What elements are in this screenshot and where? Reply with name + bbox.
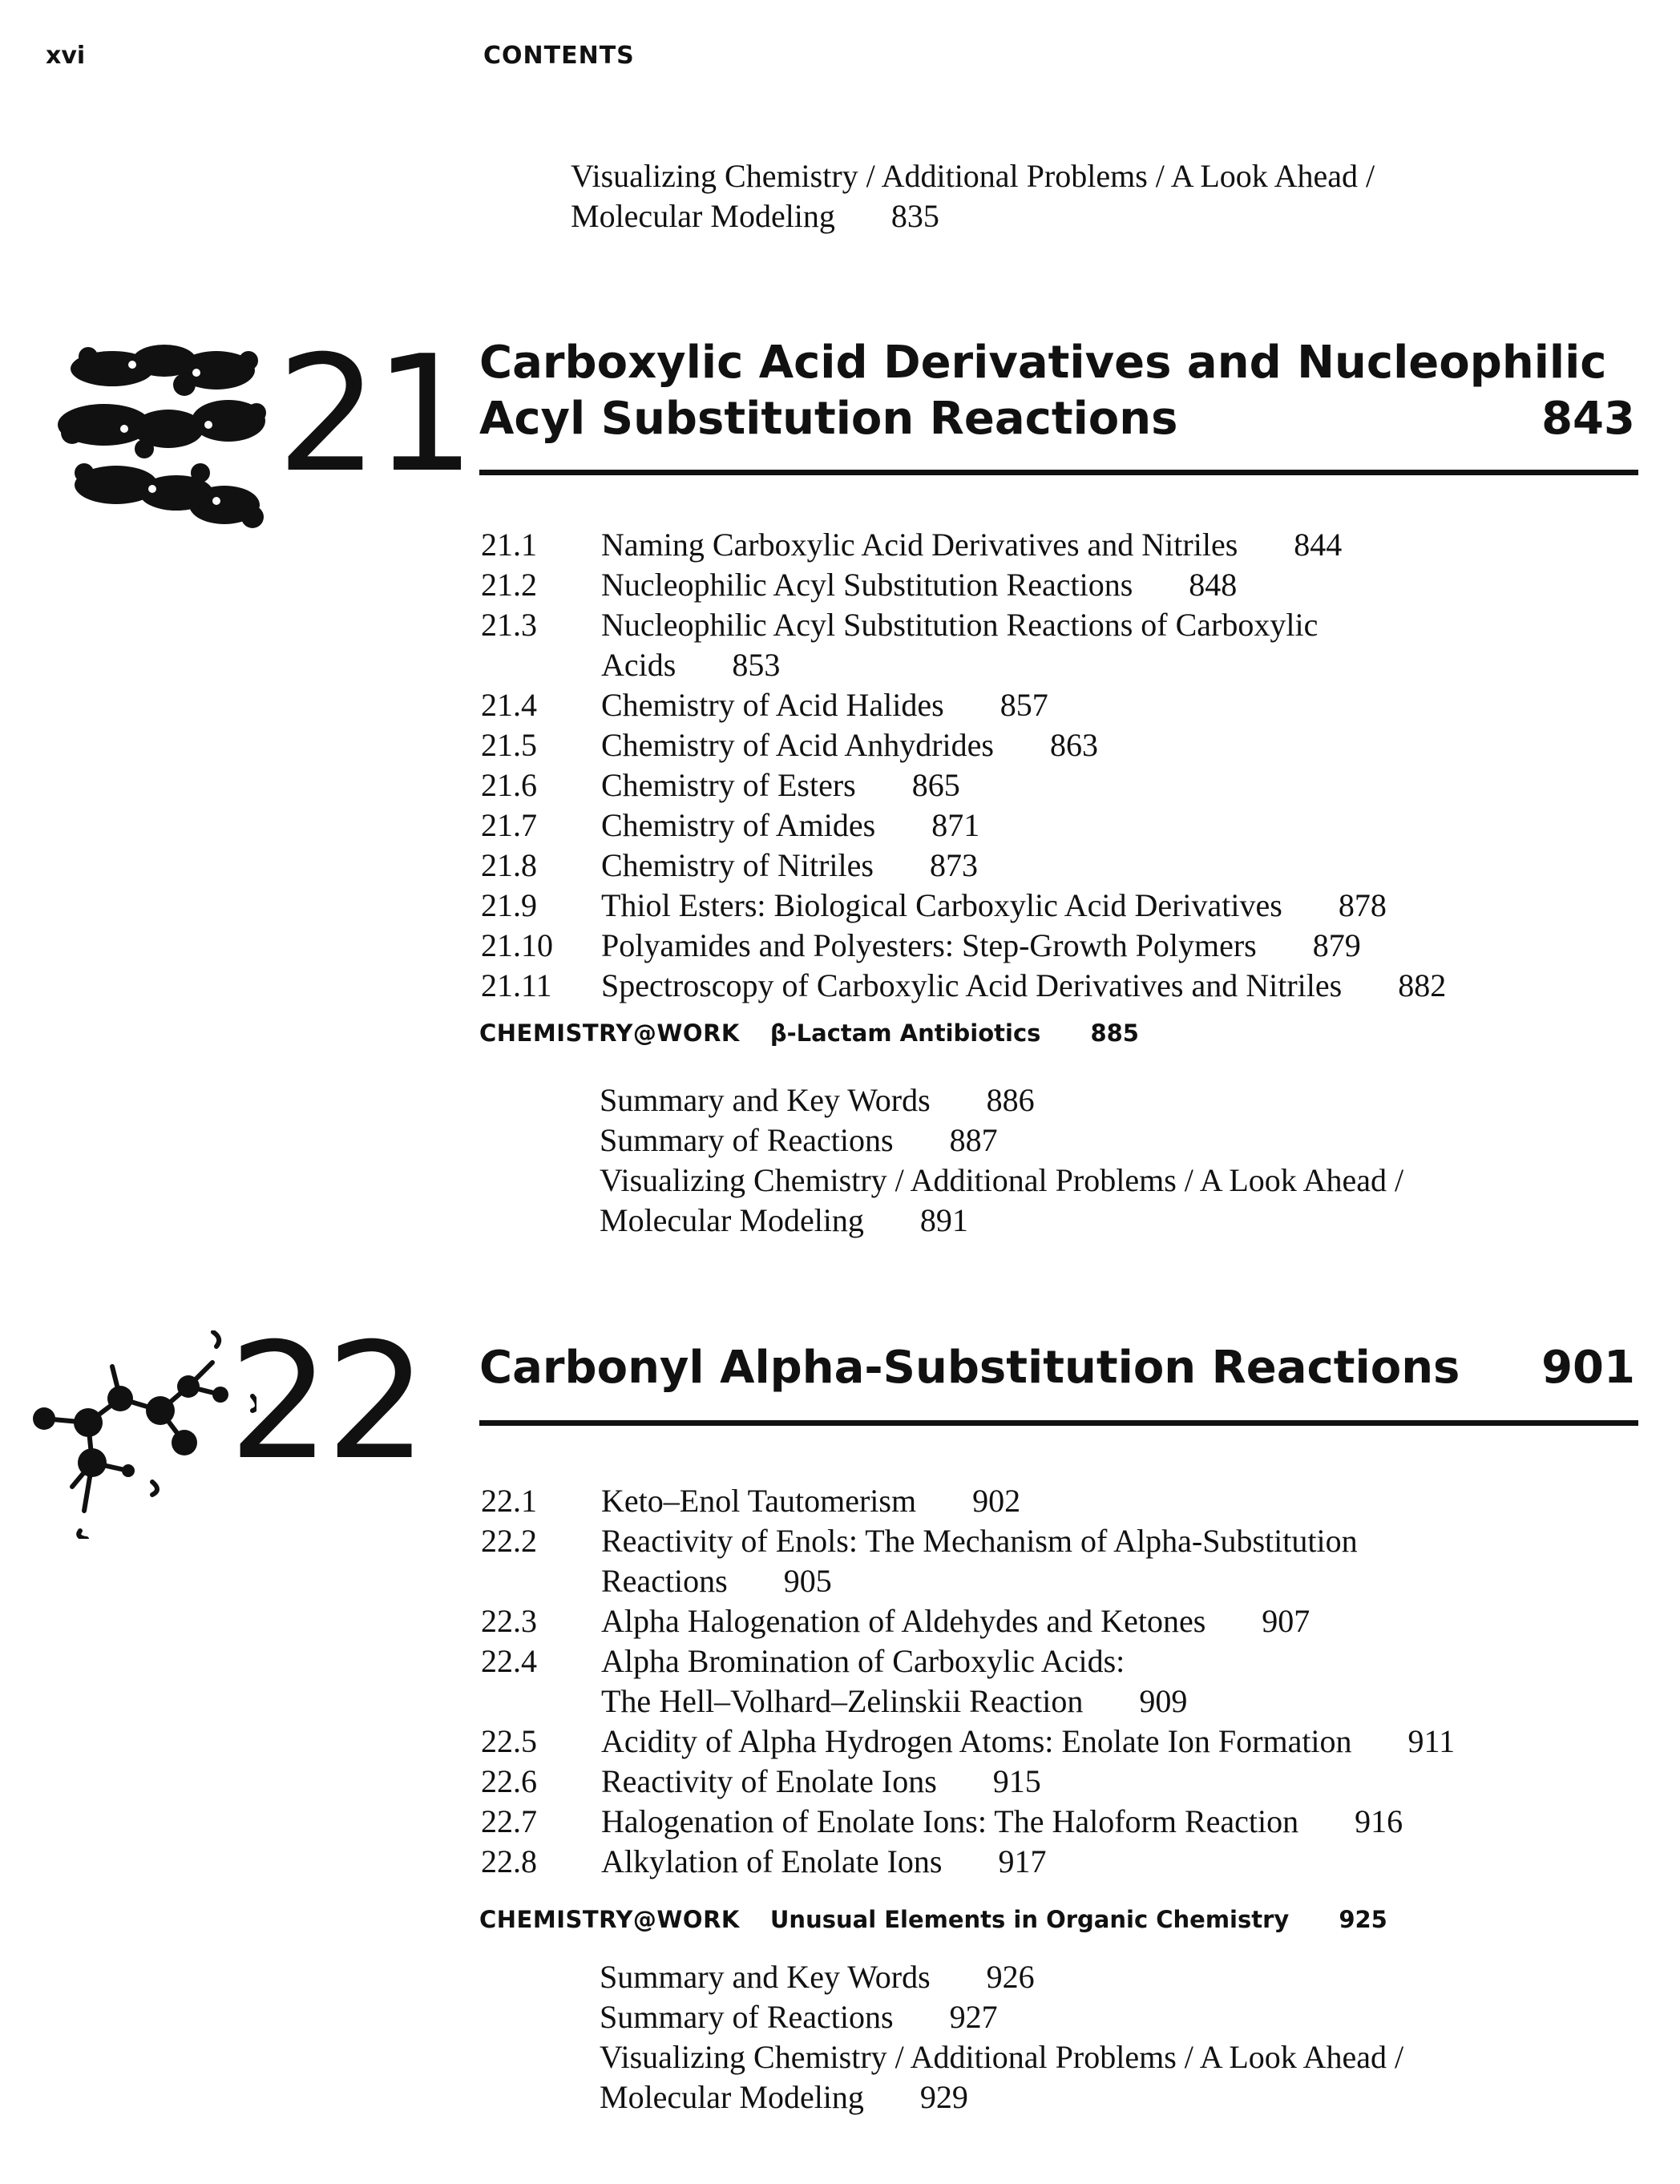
section-title: Reactivity of Enolate Ions [601,1763,937,1799]
section-title: Alpha Halogenation of Aldehydes and Ketones [601,1603,1206,1639]
summary-key-words[interactable] [600,1080,1642,1120]
intro-page: 835 [890,198,939,234]
section-22-8[interactable] [481,1842,1643,1882]
section-title-cont: Acids [601,647,676,683]
section-21-7[interactable] [481,805,1643,846]
section-title: Keto–Enol Tautomerism [601,1483,917,1519]
chapter-22-section-list [481,1481,1643,1882]
section-title: Chemistry of Acid Anhydrides [601,727,994,763]
summary-reactions[interactable] [600,1997,1642,2037]
chapter-21-title-line-1[interactable]: Carboxylic Acid Derivatives and Nucleophilic [479,337,1607,389]
section-21-11[interactable] [481,966,1643,1006]
problems-line-2[interactable] [600,2077,1642,2117]
section-title: Chemistry of Amides [601,807,876,843]
section-page: 873 [929,847,978,883]
section-title: Alpha Bromination of Carboxylic Acids: [601,1643,1125,1679]
section-22-4[interactable] [481,1641,1643,1722]
summary-label: Summary and Key Words [600,1082,931,1118]
section-title: Nucleophilic Acyl Substitution Reactions [601,567,1133,603]
section-title: Acidity of Alpha Hydrogen Atoms: Enolate Ion Formation [601,1723,1352,1759]
problems-page: 891 [919,1202,968,1238]
chapter-21-molecule-icon [56,337,273,545]
section-number: 22.1 [481,1483,537,1519]
section-21-9[interactable] [481,886,1643,926]
section-22-1[interactable] [481,1481,1643,1521]
section-number: 22.7 [481,1803,537,1839]
section-page: 915 [992,1763,1041,1799]
chemistry-at-work-title: Unusual Elements in Organic Chemistry [769,1906,1290,1933]
section-number: 21.9 [481,887,537,923]
problems-label: Visualizing Chemistry / Additional Problems / A Look Ahead / [600,2039,1404,2075]
section-page: 863 [1049,727,1098,763]
modeling-label: Molecular Modeling [600,2079,864,2115]
section-22-2[interactable] [481,1521,1643,1601]
section-21-3[interactable] [481,605,1643,685]
section-title: Reactivity of Enols: The Mechanism of Alpha-Substitution [601,1523,1358,1559]
section-page: 878 [1338,887,1387,923]
chapter-22-rule [479,1420,1638,1426]
section-page: 917 [998,1843,1047,1879]
section-21-1[interactable] [481,525,1643,565]
section-number: 21.8 [481,847,537,883]
section-number: 21.7 [481,807,537,843]
section-21-8[interactable] [481,846,1643,886]
section-page: 907 [1262,1603,1310,1639]
section-title-cont: The Hell–Volhard–Zelinskii Reaction [601,1683,1084,1719]
problems-line-2[interactable] [600,1201,1642,1241]
section-title: Polyamides and Polyesters: Step-Growth Polymers [601,927,1257,963]
section-21-4[interactable] [481,685,1643,725]
problems-line-1[interactable] [600,1161,1642,1201]
section-number: 21.4 [481,687,537,723]
section-22-7[interactable] [481,1802,1643,1842]
section-number: 22.6 [481,1763,537,1799]
intro-line-2[interactable] [571,196,939,236]
section-title: Chemistry of Esters [601,767,856,803]
chapter-22-page: 901 [1541,1342,1635,1394]
section-number: 21.10 [481,927,553,963]
section-title-cont: Reactions [601,1563,728,1599]
section-22-5[interactable] [481,1722,1643,1762]
chapter-21-page: 843 [1541,393,1635,445]
problems-label: Visualizing Chemistry / Additional Problems / A Look Ahead / [600,1162,1404,1198]
section-title: Naming Carboxylic Acid Derivatives and Nitriles [601,527,1238,563]
section-number: 21.5 [481,727,537,763]
page-folio: xvi [46,42,86,70]
summary-page: 926 [986,1959,1035,1995]
section-title: Thiol Esters: Biological Carboxylic Acid Derivatives [601,887,1282,923]
reactions-label: Summary of Reactions [600,1999,894,2035]
section-page: 909 [1139,1683,1188,1719]
running-head [46,42,1641,74]
chapter-21-end-matter [600,1080,1642,1241]
problems-line-1[interactable] [600,2037,1642,2077]
summary-reactions[interactable] [600,1120,1642,1161]
chapter-22-molecule-icon [24,1330,256,1539]
chapter-21-number: 21 [277,321,471,508]
modeling-label: Molecular Modeling [600,1202,864,1238]
reactions-page: 887 [949,1122,998,1158]
section-title: Halogenation of Enolate Ions: The Haloform Reaction [601,1803,1299,1839]
chapter-22-chemistry-at-work[interactable] [479,1906,1387,1933]
section-21-10[interactable] [481,926,1643,966]
section-page: 916 [1355,1803,1403,1839]
section-title: Chemistry of Nitriles [601,847,874,883]
chapter-21-title-line-2[interactable]: Acyl Substitution Reactions [479,393,1178,445]
section-21-2[interactable] [481,565,1643,605]
problems-page: 929 [919,2079,968,2115]
section-page: 865 [911,767,960,803]
summary-label: Summary and Key Words [600,1959,931,1995]
chemistry-at-work-label: CHEMISTRY@WORK [479,1906,740,1933]
section-number: 21.3 [481,607,537,643]
chapter-21-rule [479,470,1638,475]
chemistry-at-work-title: β-Lactam Antibiotics [769,1019,1041,1047]
section-page: 844 [1294,527,1343,563]
section-number: 22.5 [481,1723,537,1759]
chapter-21-section-list [481,525,1643,1006]
section-number: 22.3 [481,1603,537,1639]
section-title: Spectroscopy of Carboxylic Acid Derivatives and Nitriles [601,967,1343,1003]
section-21-5[interactable] [481,725,1643,765]
chapter-22-title[interactable]: Carbonyl Alpha-Substitution Reactions [479,1342,1460,1394]
section-number: 22.2 [481,1523,537,1559]
section-page: 911 [1407,1723,1456,1759]
reactions-page: 927 [949,1999,998,2035]
section-page: 853 [732,647,781,683]
summary-page: 886 [986,1082,1035,1118]
section-number: 22.8 [481,1843,537,1879]
intro-line-1[interactable] [571,156,1375,196]
section-page: 879 [1312,927,1361,963]
chemistry-at-work-label: CHEMISTRY@WORK [479,1019,740,1047]
chapter-21-chemistry-at-work[interactable] [479,1019,1139,1047]
section-page: 857 [1000,687,1048,723]
section-number: 21.11 [481,967,552,1003]
reactions-label: Summary of Reactions [600,1122,894,1158]
section-page: 902 [972,1483,1021,1519]
section-page: 905 [783,1563,832,1599]
section-22-6[interactable] [481,1762,1643,1802]
summary-key-words[interactable] [600,1957,1642,1997]
section-21-6[interactable] [481,765,1643,805]
section-number: 21.6 [481,767,537,803]
section-number: 21.2 [481,567,537,603]
section-title: Chemistry of Acid Halides [601,687,944,723]
chapter-22-number: 22 [228,1309,423,1496]
section-page: 871 [931,807,980,843]
intro-text-2: Molecular Modeling [571,198,835,234]
section-22-3[interactable] [481,1601,1643,1641]
section-page: 882 [1398,967,1447,1003]
running-head-title: CONTENTS [483,42,635,70]
section-title: Alkylation of Enolate Ions [601,1843,943,1879]
chemistry-at-work-page: 885 [1090,1019,1139,1047]
section-page: 848 [1189,567,1238,603]
section-title: Nucleophilic Acyl Substitution Reactions of Carboxylic [601,607,1319,643]
section-number: 21.1 [481,527,537,563]
chemistry-at-work-page: 925 [1339,1906,1387,1933]
chapter-22-end-matter [600,1957,1642,2117]
section-number: 22.4 [481,1643,537,1679]
intro-text-1: Visualizing Chemistry / Additional Problems / A Look Ahead / [571,158,1375,194]
